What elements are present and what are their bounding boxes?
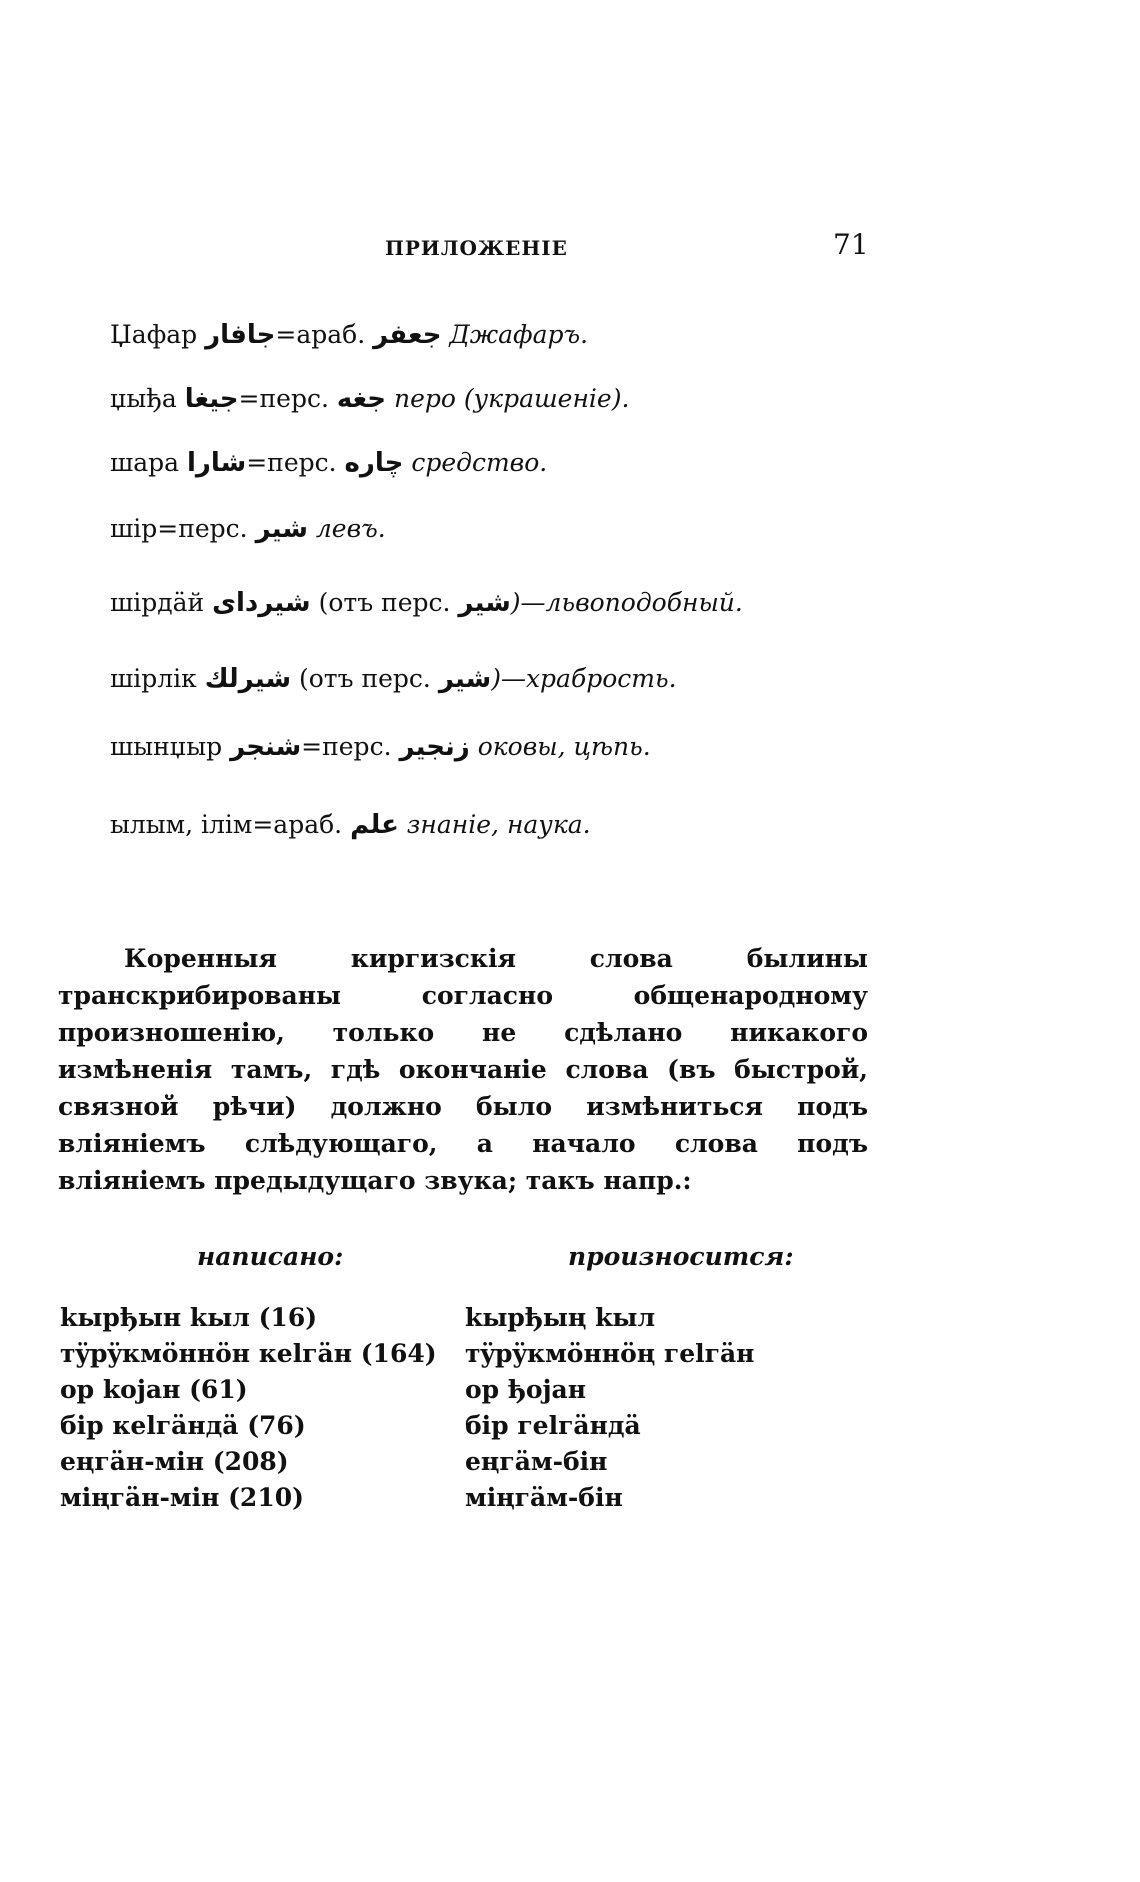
entry-arabic: شارا <box>187 448 247 478</box>
entry-relation: =перс. <box>246 448 337 477</box>
entry-meaning: )—львоподобный. <box>510 588 743 617</box>
entry-word: ылым, ілім <box>110 810 253 839</box>
written-item: тÿрÿкмöннöн кеlгäн (164) <box>60 1339 437 1368</box>
glossary-entry <box>110 586 743 620</box>
spoken-item: біp геlгäндä <box>465 1411 641 1440</box>
entry-meaning: Джафаръ. <box>449 320 589 349</box>
entry-arabic: جافار <box>205 320 276 350</box>
entry-word: шара <box>110 448 180 477</box>
entry-relation: (отъ перс. <box>318 588 451 617</box>
spoken-item: еңгäм-бін <box>465 1447 608 1476</box>
entry-arabic: شيرداى <box>212 588 311 618</box>
written-item: kырђын kыл (16) <box>60 1303 318 1332</box>
entry-source: زنجير <box>399 732 470 762</box>
written-list <box>60 1300 437 1516</box>
glossary-entry <box>110 318 588 352</box>
glossary-entry <box>110 662 677 696</box>
entry-relation: (отъ перс. <box>298 664 431 693</box>
entry-word: шынџыр <box>110 732 223 761</box>
entry-relation: =перс. <box>238 384 329 413</box>
entry-source: شير <box>458 588 511 618</box>
entry-relation: =араб. <box>275 320 366 349</box>
entry-source: جعفر <box>373 320 442 350</box>
written-column-header: написано: <box>197 1242 344 1271</box>
entry-relation: =перс. <box>301 732 392 761</box>
page-number: 71 <box>833 228 869 261</box>
entry-arabic: جيغا <box>184 384 239 414</box>
entry-relation: =перс. <box>157 514 248 543</box>
entry-meaning: перо (украшеніе). <box>394 384 630 413</box>
entry-meaning: оковы, цѣпь. <box>477 732 651 761</box>
entry-word: шір <box>110 514 158 543</box>
entry-source: جغه <box>336 384 387 414</box>
entry-source: چاره <box>344 448 404 478</box>
spoken-column-header: произносится: <box>568 1242 794 1271</box>
glossary-entry <box>110 512 386 546</box>
spoken-item: тÿрÿкмöннöң геlгäн <box>465 1339 755 1368</box>
entry-arabic: شنجر <box>230 732 302 762</box>
glossary-entry <box>110 382 629 416</box>
entry-source: شير <box>438 664 492 694</box>
entry-meaning: знаніе, наука. <box>406 810 591 839</box>
glossary-entry <box>110 730 651 764</box>
spoken-item: kырђың kыл <box>465 1303 656 1332</box>
entry-meaning: )—храбрость. <box>491 664 677 693</box>
spoken-list <box>465 1300 754 1516</box>
entry-source: علم <box>350 810 399 840</box>
entry-source: شير <box>255 514 308 544</box>
entry-word: џыђа <box>110 384 177 413</box>
entry-meaning: левъ. <box>315 514 386 543</box>
glossary-entry <box>110 446 547 480</box>
entry-word: Џафар <box>110 320 198 349</box>
glossary-entry <box>110 808 591 842</box>
entry-meaning: средство. <box>411 448 548 477</box>
running-head: ПРИЛОЖЕНІЕ <box>385 236 568 260</box>
written-item: еңгäн-мін (208) <box>60 1447 289 1476</box>
entry-relation: =араб. <box>252 810 343 839</box>
entry-word: шірлік <box>110 664 197 693</box>
spoken-item: міңгäм-бін <box>465 1483 623 1512</box>
written-item: ор kојан (61) <box>60 1375 248 1404</box>
written-item: міңгäн-мін (210) <box>60 1483 304 1512</box>
entry-arabic: شيرلك <box>204 664 292 694</box>
entry-word: шірдäй <box>110 588 205 617</box>
spoken-item: ор ђојан <box>465 1375 587 1404</box>
written-item: біp кеlгäндä (76) <box>60 1411 306 1440</box>
body-paragraph: Коренныя киргизскія слова былины транскрибированы согласно общенародному произношенію, только не сдѣлано никакого измѣненія тамъ, гдѣ окончаніе слова (въ быстрой, связной рѣчи) должно было измѣниться подъ вліяніемъ слѣдующаго, а начало слова подъ вліяніемъ предыдущаго звука; такъ напр.: <box>58 944 868 1195</box>
